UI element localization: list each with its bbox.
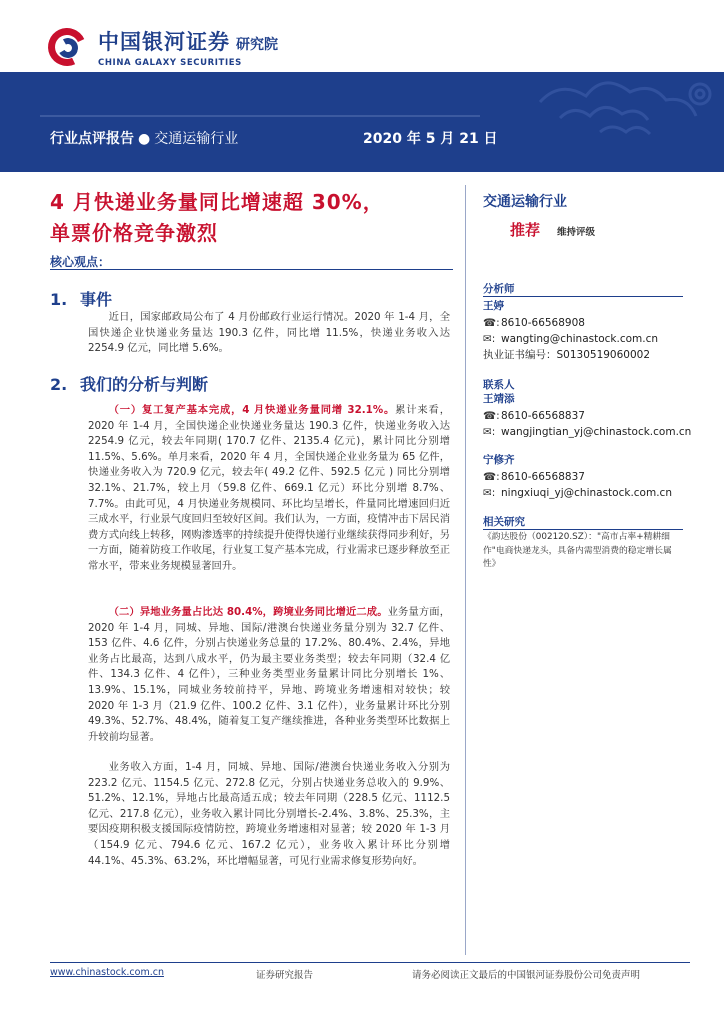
logo bbox=[44, 22, 278, 72]
related-label: 相关研究 bbox=[483, 516, 525, 528]
core-label: 核心观点： bbox=[50, 255, 111, 269]
report-title-line2: 单票价格竞争激烈 bbox=[50, 221, 218, 245]
sidebar-industry: 交通运输行业 bbox=[483, 194, 567, 210]
report-date: 2020 年 5 月 21 日 bbox=[363, 131, 498, 147]
report-type: 行业点评报告 bbox=[50, 131, 134, 147]
mail-icon: ✉: bbox=[483, 487, 496, 499]
analyst-label: 分析师 bbox=[483, 283, 515, 295]
highlight-2: （二）异地业务量占比达 80.4%，跨境业务同比增近二成。 bbox=[108, 606, 388, 618]
analysis-paragraph-1: （一）复工复产基本完成，4 月快递业务量同增 32.1%。累计来看，2020 年 1-4 月，全国快递企业快递业务量达 190.3 亿件，快递业务收入达 2254.9 亿元，较去年同期( 170.7 亿件、2135.4 亿元)，累计同比分别增 11.5%、5.6%。单月来看，2020 年 4 月，全国快递企业业务量为 65 亿件，快递业务收入为 720.9 亿元，较去年( 49.2 亿件、592.5 亿元 ) 同比分别增 32.1%、21.7%，较上月（59.8 亿件、669.1 亿元）环比分别增 8.7%、7.7%。由此可见，4 月快递业务规模同、环比均呈增长，件量同比增速回归近三成水平，行业景气度回归至较好区间。我们认为，一方面，疫情冲击下居民消费方式向线上转移，网购渗透率的持续提升使得快递行业继续获得同步利好，另一方面，随着防疫工作收尾，行业复工复产基本完成，行业需求已逐步释放至正常水平，带来业务规模显著回升。 bbox=[88, 404, 450, 572]
divider bbox=[483, 296, 683, 297]
section-heading-analysis: 2. 我们的分析与判断 bbox=[50, 375, 209, 394]
disclaimer: 请务必阅读正文最后的中国银河证券股份公司免责声明 bbox=[412, 970, 641, 981]
logo-institute: 研究院 bbox=[236, 37, 278, 53]
footer-divider bbox=[50, 962, 690, 963]
contact-name: 王靖添 bbox=[483, 393, 515, 405]
mail-icon: ✉: bbox=[483, 426, 496, 438]
report-industry: 交通运输行业 bbox=[154, 131, 239, 147]
cloud-pattern-icon bbox=[0, 72, 724, 172]
analysis-paragraph-2: （二）异地业务量占比达 80.4%，跨境业务同比增近二成。业务量方面，2020 年 1-4 月，同城、异地、国际/港澳台快递业务量分别为 32.7 亿件、153 亿件、4.6 亿件，分别占快递业务总量的 17.2%、80.4%、2.4%，异地业务占比最高，达到八成水平，仍为最主要业务类型；较去年同期（32.4 亿件、134.3 亿件、4 亿件），三种业务类型业务量累计同比分别增长 1%、13.9%、15.1%，同城业务较前持平，异地、跨境业务增速相对较快；较 2020 年 1-3 月（21.9 亿件、100.2 亿件、3.1 亿件），业务量累计环比分别 49.3%、52.7%、48.4%，随着复工复产继续推进，各种业务类型环比数据上升较前均显著。 bbox=[88, 606, 451, 743]
contact-email[interactable]: ✉: wangjingtian_yj@chinastock.com.cn bbox=[483, 426, 692, 438]
contact-phone: ☎:8610-66568837 bbox=[483, 410, 585, 422]
contact-phone: ☎:8610-66568837 bbox=[483, 471, 585, 483]
header-banner bbox=[0, 72, 724, 172]
contact-email[interactable]: ✉: ningxiuqi_yj@chinastock.com.cn bbox=[483, 487, 672, 499]
contact-label: 联系人 bbox=[483, 379, 515, 391]
mail-icon: ✉: bbox=[483, 333, 496, 345]
highlight-1: （一）复工复产基本完成，4 月快递业务量同增 32.1%。 bbox=[108, 404, 396, 416]
phone-icon: ☎: bbox=[483, 471, 500, 483]
report-title-line1: 4 月快递业务量同比增速超 30%， bbox=[50, 190, 384, 214]
website-link[interactable]: www.chinastock.com.cn bbox=[50, 967, 164, 978]
phone-icon: ☎: bbox=[483, 410, 500, 422]
analyst-cert: 执业证书编号：S0130519060002 bbox=[483, 349, 651, 361]
logo-cn: 中国银河证券 研究院 bbox=[98, 30, 278, 54]
analyst-name: 王婷 bbox=[483, 300, 504, 312]
analyst-phone: ☎:8610-66568908 bbox=[483, 317, 585, 329]
footer-label: 证券研究报告 bbox=[256, 970, 314, 981]
section-heading-event: 1. 事件 bbox=[50, 290, 113, 309]
divider bbox=[483, 529, 683, 530]
related-research[interactable]: 《韵达股份（002120.SZ）："高市占率+精耕细作"电商快递龙头，具备内需型消费的稳定增长属性》 bbox=[483, 532, 672, 569]
event-paragraph: 近日，国家邮政局公布了 4 月份邮政行业运行情况。2020 年 1-4 月，全国快递企业快递业务量达 190.3 亿件，同比增 11.5%，快递业务收入达 2254.9 亿元，同比增 5.6%。 bbox=[88, 311, 450, 355]
rating-note: 维持评级 bbox=[557, 227, 596, 238]
galaxy-logo-icon bbox=[44, 24, 90, 70]
divider bbox=[50, 269, 453, 270]
contact-name: 宁修齐 bbox=[483, 454, 515, 466]
column-divider bbox=[465, 185, 466, 955]
analysis-paragraph-3: 业务收入方面，1-4 月，同城、异地、国际/港澳台快递业务收入分别为 223.2 亿元、1154.5 亿元、272.8 亿元，分别占快递业务总收入的 9.9%、51.2%、12.1%，异地占比最高适五成；较去年同期（228.5 亿元、1112.5 亿元、217.8 亿元），业务收入累计同比分别增长-2.4%、3.8%、25.3%，主要因疫期积极支援国际疫情防控，跨境业务增速相对显著；较 2020 年 1-3 月（154.9 亿元、794.6 亿元、167.2 亿元），业务收入累计环比分别增 44.1%、45.3%、63.2%，环比增幅显著，可见行业需求修复形势向好。 bbox=[88, 761, 450, 867]
logo-en: CHINA GALAXY SECURITIES bbox=[98, 58, 242, 68]
analyst-email[interactable]: ✉: wangting@chinastock.com.cn bbox=[483, 333, 659, 345]
bullet-icon: ● bbox=[138, 131, 151, 147]
rating: 推荐 bbox=[510, 221, 541, 239]
phone-icon: ☎: bbox=[483, 317, 500, 329]
